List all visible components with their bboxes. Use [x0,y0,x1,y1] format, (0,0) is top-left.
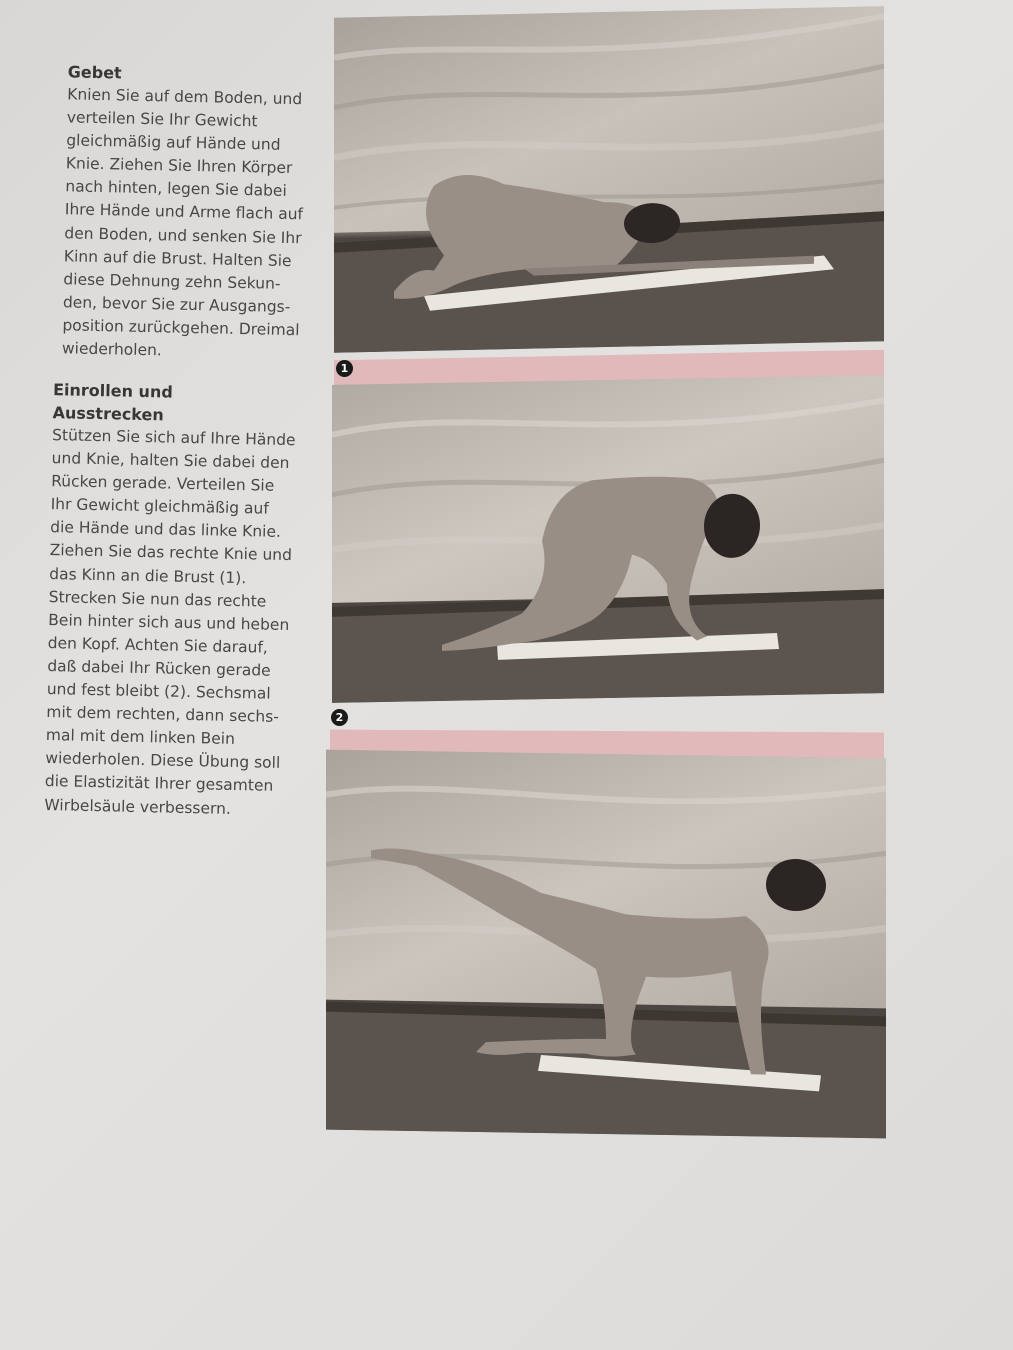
section-title-einrollen: Einrollen und Ausstrecken [52,380,173,425]
section-body-gebet: Knien Sie auf dem Boden, und verteilen Sie Ihr Gewicht gleichmäßig auf Hände und Knie. Ziehen Sie Ihren Körper nach hinten, legen Sie dabei Ihre Hände und Arme flach auf den Boden, und senken Sie Ihr Kinn auf die Brust. Halten Sie diese Dehnung zehn Sekun- den, bevor Sie zur Ausgangs- position zurückgehen. Dreimal wiederholen. [61,85,304,360]
section-einrollen [44,378,315,822]
photo-prayer-pose-illustration [334,6,884,353]
photo-leg-extension [326,750,886,1139]
step-marker-1: 1 [336,360,353,377]
photo-knee-to-chest [332,375,884,703]
photo-leg-extension-illustration [326,750,886,1139]
section-body-einrollen: Stützen Sie sich auf Ihre Hände und Knie, halten Sie dabei den Rücken gerade. Verteilen Sie Ihr Gewicht gleichmäßig auf die Hände und das linke Knie. Ziehen Sie das rechte Knie und das Kinn an die Brust (1). Strecken Sie nun das rechte Bein hinter sich aus und heben den Kopf. Achten Sie darauf, daß dabei Ihr Rücken gerade und fest bleibt (2). Sechsmal mit dem rechten, dann sechs- mal mit dem linken Bein wiederholen. Diese Übung soll die Elastizität Ihrer gesamten Wirbelsäule verbessern. [44,426,296,818]
photo-knee-to-chest-illustration [332,375,884,703]
section-gebet [62,60,318,365]
section-title-gebet: Gebet [67,62,122,83]
photo-prayer-pose [334,6,884,353]
text-column [44,60,322,818]
step-marker-2: 2 [331,709,348,726]
